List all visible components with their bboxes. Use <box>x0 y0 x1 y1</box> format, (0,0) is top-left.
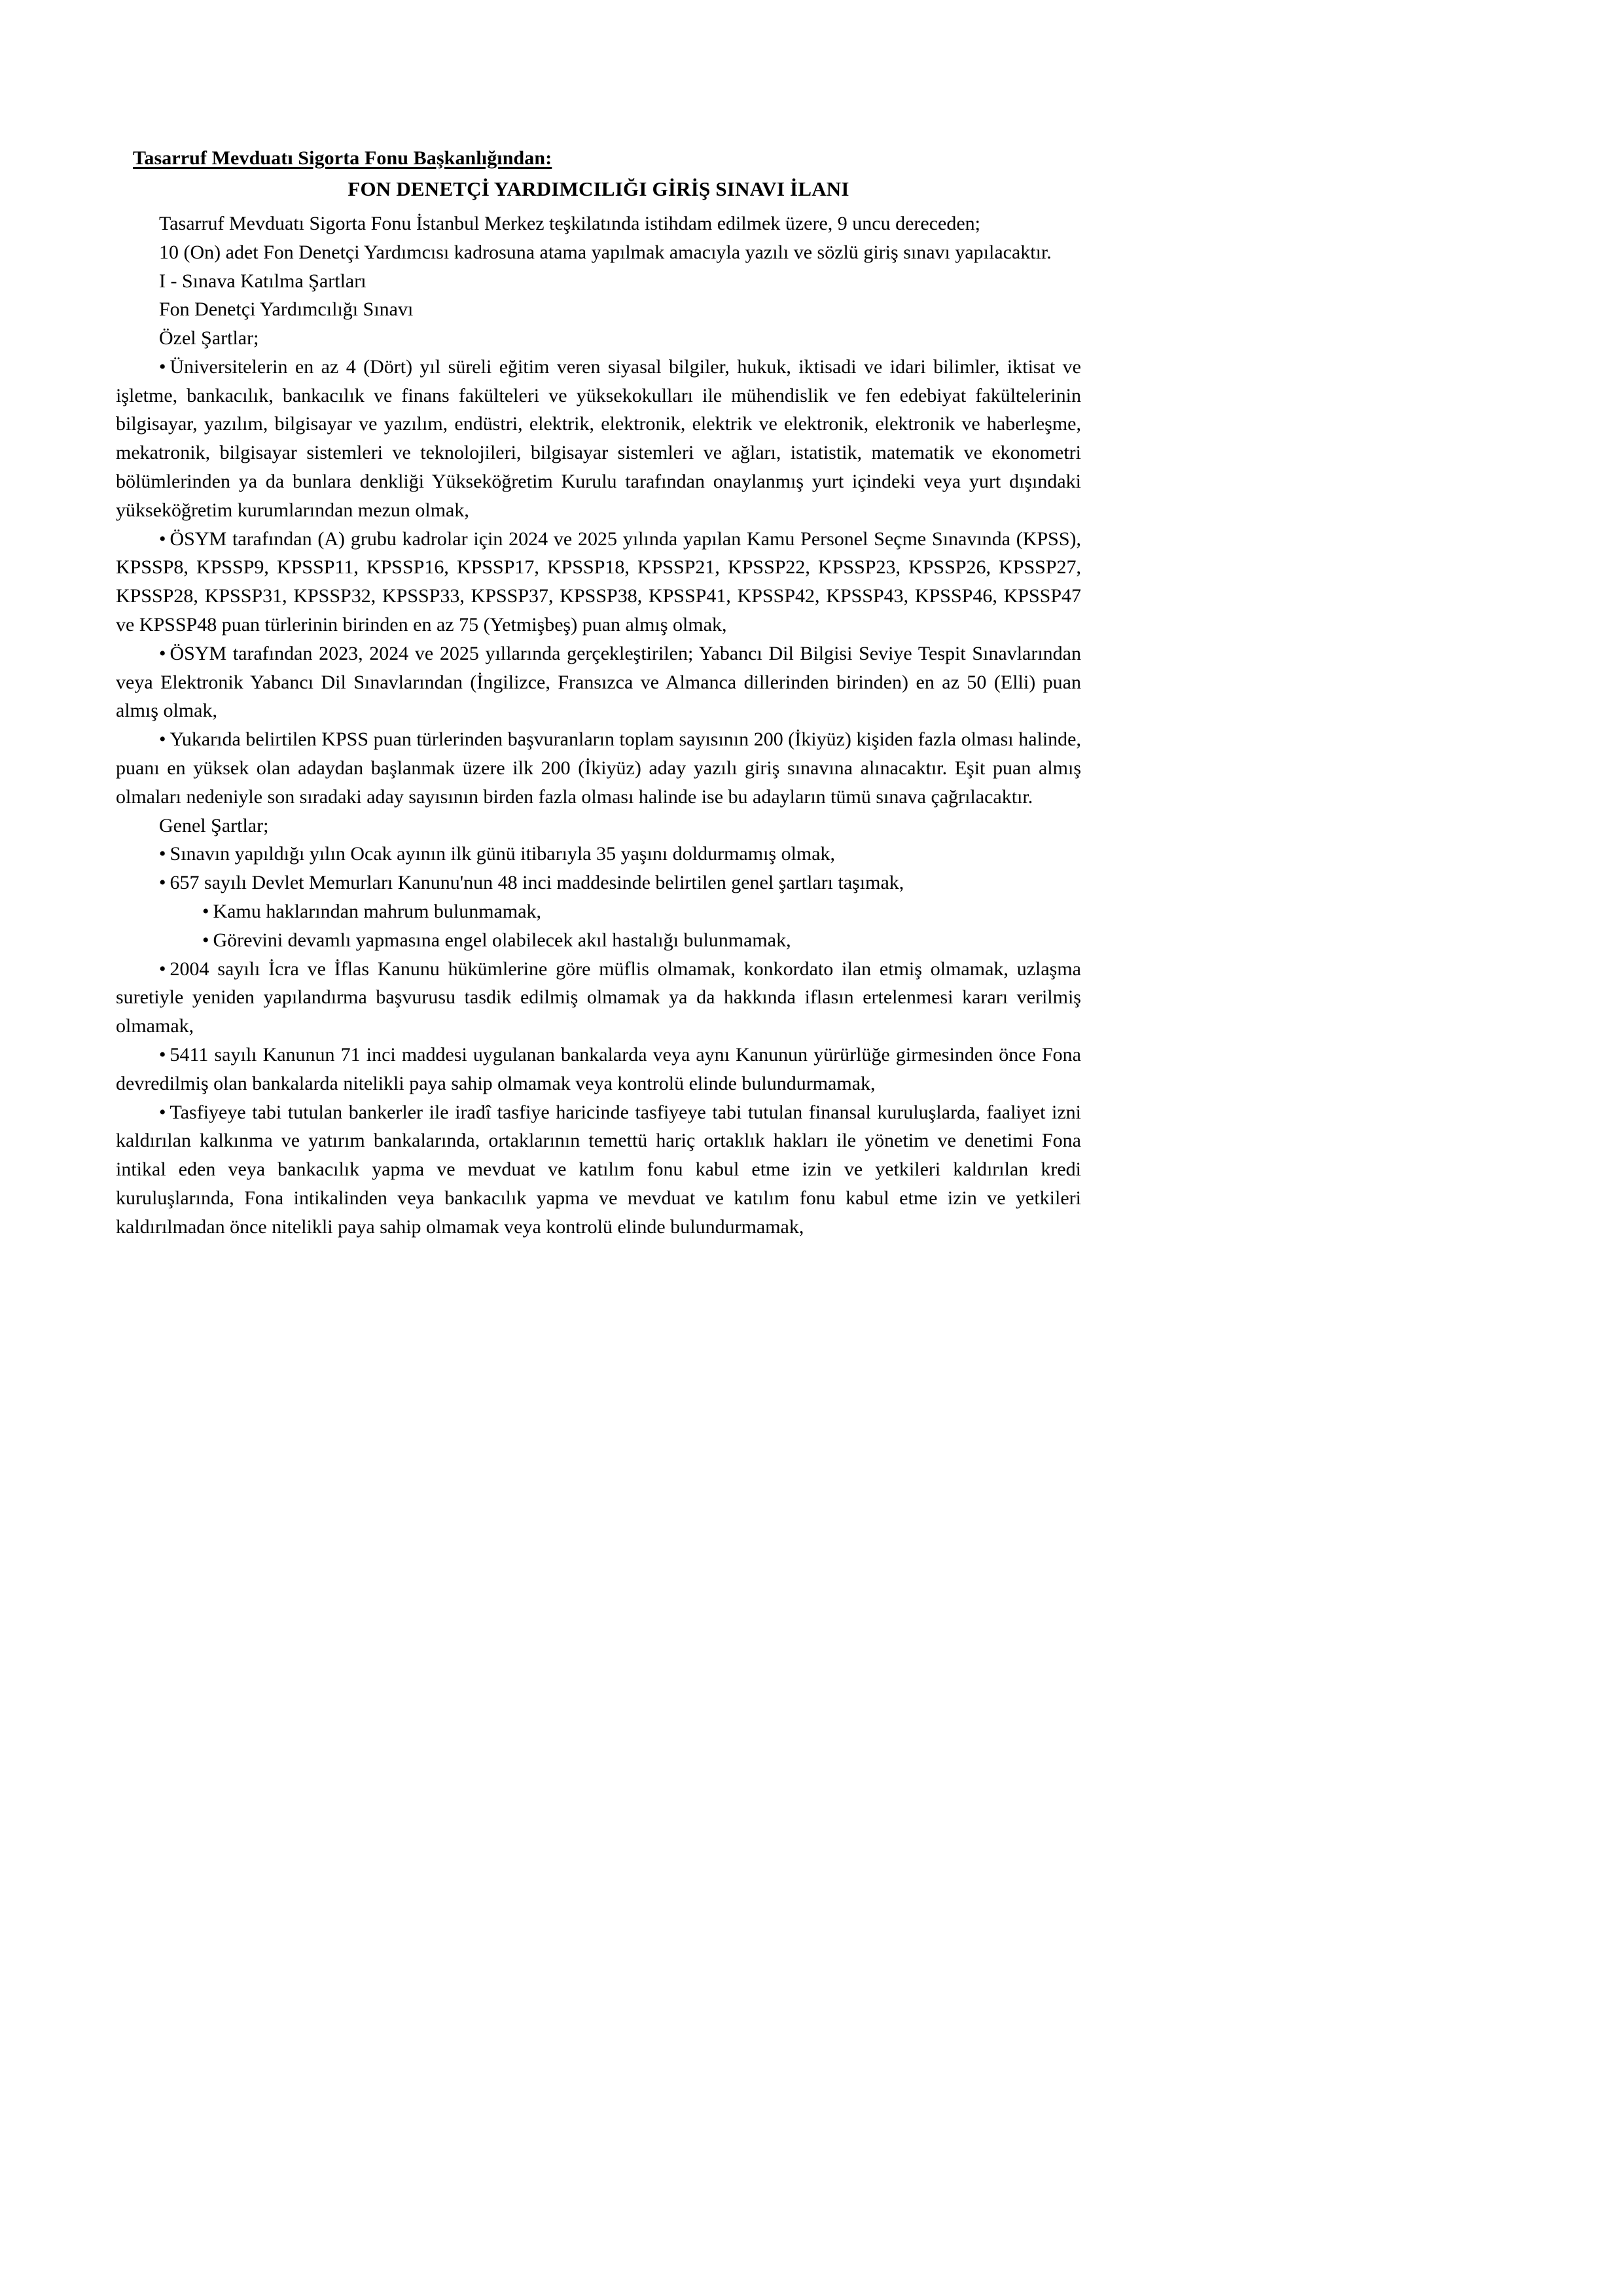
list-item-text: Sınavın yapıldığı yılın Ocak ayının ilk günü itibarıyla 35 yaşını doldurmamış olmak, <box>169 843 836 865</box>
bullet-icon: • <box>159 355 170 378</box>
list-item-text: Üniversitelerin en az 4 (Dört) yıl süreli eğitim veren siyasal bilgiler, hukuk, iktisadi ve idari bilimler, iktisat ve işletme, bankacılık, bankacılık ve finans fakülteleri ve yüksekokulları ile mühendislik ve fen edebiyat fakültelerinin bilgisayar, yazılım, bilgisayar ve yazılım, endüstri, elektrik, elektronik, elektrik ve elektronik, elektronik ve haberleşme, mekatronik, bilgisayar sistemleri ve teknolojileri, bilgisayar sistemleri ve ağları, istatistik, matematik ve ekonometri bölümlerinden ya da bunlara denkliği Yükseköğretim Kurulu tarafından onaylanmış yurt içindeki veya yurt dışındaki yükseköğretim kurumlarından mezun olmak, <box>116 355 1081 521</box>
issuing-authority-heading: Tasarruf Mevduatı Sigorta Fonu Başkanlığından: <box>133 147 552 169</box>
list-item-general-4 <box>116 926 1081 955</box>
paragraph-intro-2: 10 (On) adet Fon Denetçi Yardımcısı kadrosuna atama yapılmak amacıyla yazılı ve sözlü giriş sınavı yapılacaktır. <box>159 241 1052 263</box>
list-item-general-1 <box>116 840 1081 869</box>
bullet-icon: • <box>202 901 213 923</box>
list-item-general-3 <box>116 897 1081 926</box>
document-body <box>116 145 1081 1242</box>
bullet-icon: • <box>159 1101 170 1123</box>
section-heading-participation-conditions: I - Sınava Katılma Şartları <box>159 270 366 292</box>
page-title: FON DENETÇİ YARDIMCILIĞI GİRİŞ SINAVI İLANI <box>348 177 849 200</box>
bullet-icon: • <box>159 728 170 751</box>
subsection-heading-general-conditions: Genel Şartlar; <box>159 814 269 836</box>
bullet-icon: • <box>159 843 170 865</box>
list-item-special-4 <box>116 725 1081 811</box>
bullet-icon: • <box>159 1044 170 1066</box>
bullet-icon: • <box>159 528 170 550</box>
bullet-icon: • <box>159 642 170 664</box>
paragraph-intro-1: Tasarruf Mevduatı Sigorta Fonu İstanbul Merkez teşkilatında istihdam edilmek üzere, 9 uncu dereceden; <box>159 212 981 234</box>
list-item-special-1 <box>116 353 1081 525</box>
bullet-icon: • <box>202 929 213 951</box>
list-item-general-6 <box>116 1041 1081 1098</box>
list-item-special-3 <box>116 639 1081 725</box>
list-item-general-5 <box>116 955 1081 1041</box>
bullet-icon: • <box>159 958 170 980</box>
list-item-special-2 <box>116 525 1081 639</box>
list-item-text: Tasfiyeye tabi tutulan bankerler ile iradî tasfiye haricinde tasfiyeye tabi tutulan finansal kuruluşlarda, faaliyet izni kaldırılan kalkınma ve yatırım bankalarında, ortaklarının temettü hariç ortaklık hakları ile yönetim ve denetimi Fona intikal eden veya bankacılık yapma ve mevduat ve katılım fonu kabul etme izin ve yetkileri kaldırılan kredi kuruluşlarında, Fona intikalinden veya bankacılık yapma ve mevduat ve katılım fonu kabul etme izin ve yetkileri kaldırılmadan önce nitelikli paya sahip olmamak veya kontrolü elinde bulundurmamak, <box>116 1101 1081 1238</box>
list-item-general-7 <box>116 1098 1081 1242</box>
list-item-text: Yukarıda belirtilen KPSS puan türlerinden başvuranların toplam sayısının 200 (İkiyüz) kişiden fazla olması halinde, puanı en yüksek olan adaydan başlanmak üzere ilk 200 (İkiyüz) aday yazılı giriş sınavına alınacaktır. Eşit puan almış olmaları nedeniyle son sıradaki aday sayısının birden fazla olması halinde ise bu adayların tümü sınava çağrılacaktır. <box>116 728 1081 808</box>
list-item-text: 5411 sayılı Kanunun 71 inci maddesi uygulanan bankalarda veya aynı Kanunun yürürlüğe girmesinden önce Fona devredilmiş olan bankalarda nitelikli paya sahip olmamak veya kontrolü elinde bulundurmamak, <box>116 1044 1081 1094</box>
list-item-text: ÖSYM tarafından 2023, 2024 ve 2025 yıllarında gerçekleştirilen; Yabancı Dil Bilgisi Seviye Tespit Sınavlarından veya Elektronik Yabancı Dil Sınavlarından (İngilizce, Fransızca ve Almanca dillerinden birinden) en az 50 (Elli) puan almış olmak, <box>116 642 1081 722</box>
list-item-text: ÖSYM tarafından (A) grubu kadrolar için 2024 ve 2025 yılında yapılan Kamu Personel Seçme Sınavında (KPSS), KPSSP8, KPSSP9, KPSSP11, KPSSP16, KPSSP17, KPSSP18, KPSSP21, KPSSP22, KPSSP23, KPSSP26, KPSSP27, KPSSP28, KPSSP31, KPSSP32, KPSSP33, KPSSP37, KPSSP38, KPSSP41, KPSSP42, KPSSP43, KPSSP46, KPSSP47 ve KPSSP48 puan türlerinin birinden en az 75 (Yetmişbeş) puan almış olmak, <box>116 528 1081 636</box>
exam-name-line: Fon Denetçi Yardımcılığı Sınavı <box>159 298 414 321</box>
list-item-general-2 <box>116 869 1081 897</box>
bullet-icon: • <box>159 872 170 894</box>
list-item-text: 657 sayılı Devlet Memurları Kanunu'nun 48 inci maddesinde belirtilen genel şartları taşımak, <box>169 872 904 894</box>
subsection-heading-special-conditions: Özel Şartlar; <box>159 327 259 350</box>
list-item-text: 2004 sayılı İcra ve İflas Kanunu hükümlerine göre müflis olmamak, konkordato ilan etmiş olmamak, uzlaşma suretiyle yeniden yapılandırma başvurusu tasdik edilmiş olmamak ya da hakkında iflasın ertelenmesi kararı verilmiş olmamak, <box>116 958 1081 1037</box>
list-item-text: Kamu haklarından mahrum bulunmamak, <box>213 901 542 923</box>
list-item-text: Görevini devamlı yapmasına engel olabilecek akıl hastalığı bulunmamak, <box>213 929 791 951</box>
